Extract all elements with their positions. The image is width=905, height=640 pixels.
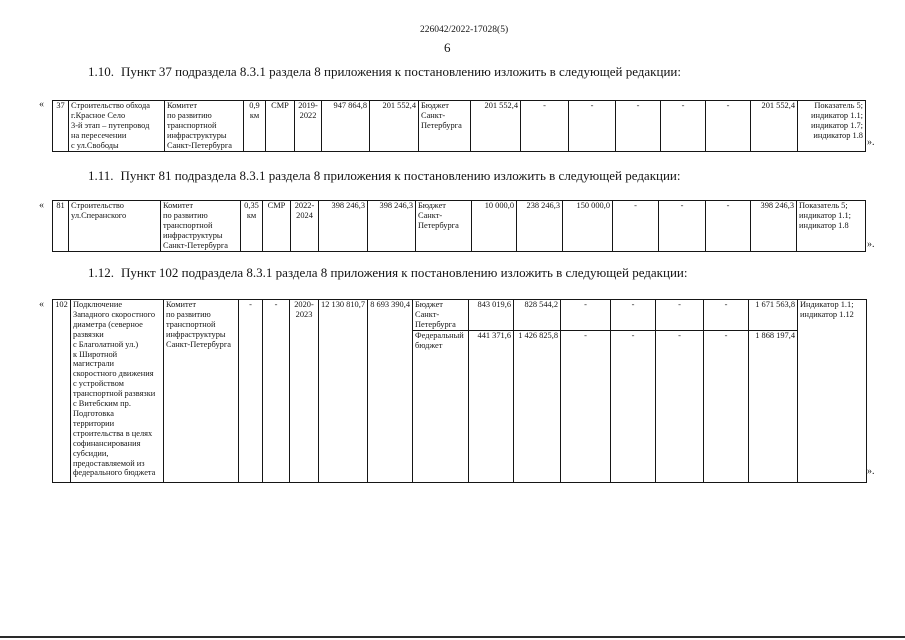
- responsible-cell: Комитет по развитию транспортной инфраструктуры Санкт-Петербурга: [161, 201, 241, 252]
- year-4-amount-cell: -: [611, 330, 656, 482]
- year-3-amount-cell: -: [561, 300, 611, 331]
- work-type-cell: -: [263, 300, 290, 483]
- year-4-amount-cell: -: [611, 300, 656, 331]
- program-item-table: [52, 100, 866, 152]
- funding-source-cell: Бюджет Санкт- Петербурга: [413, 300, 469, 331]
- table-row: [53, 101, 866, 152]
- item-number-cell: 81: [53, 201, 69, 252]
- document-registration-number: 226042/2022-17028(5): [420, 25, 509, 35]
- estimated-cost-cell: 12 130 810,7: [319, 300, 368, 483]
- program-amount-cell: 201 552,4: [370, 101, 419, 152]
- indicators-cell: Показатель 5; индикатор 1.1; индикатор 1.7; индикатор 1.8: [798, 101, 866, 152]
- capacity-cell: 0,35 км: [241, 201, 263, 252]
- closing-quote: ».: [867, 137, 875, 148]
- year-4-amount-cell: -: [616, 101, 661, 152]
- year-1-amount-cell: 441 371,6: [469, 330, 514, 482]
- section-number: 1.11.: [88, 168, 114, 183]
- program-item-table: [52, 200, 866, 252]
- indicators-cell: Индикатор 1.1; индикатор 1.12: [798, 300, 867, 483]
- year-6-amount-cell: -: [706, 201, 751, 252]
- opening-quote: «: [39, 299, 44, 310]
- program-amount-cell: 8 693 390,4: [368, 300, 413, 483]
- capacity-cell: 0,9 км: [244, 101, 266, 152]
- estimated-cost-cell: 947 864,8: [322, 101, 370, 152]
- period-cell: 2022- 2024: [291, 201, 319, 252]
- estimated-cost-cell: 398 246,3: [319, 201, 368, 252]
- object-name-cell: Строительство ул.Сперанского: [69, 201, 161, 252]
- indicators-cell: Показатель 5; индикатор 1.1; индикатор 1.8: [797, 201, 866, 252]
- section-heading: [88, 168, 681, 184]
- year-3-amount-cell: -: [569, 101, 616, 152]
- responsible-cell: Комитет по развитию транспортной инфраструктуры Санкт-Петербурга: [165, 101, 244, 152]
- year-5-amount-cell: -: [661, 101, 706, 152]
- year-6-amount-cell: -: [704, 300, 749, 331]
- object-name-cell: Строительство обхода г.Красное Село 3-й этап – путепровод на пересечении с ул.Свободы: [69, 101, 165, 152]
- responsible-cell: Комитет по развитию транспортной инфраструктуры Санкт-Петербурга: [164, 300, 239, 483]
- period-cell: 2020- 2023: [290, 300, 319, 483]
- funding-total-cell: 398 246,3: [751, 201, 797, 252]
- work-type-cell: СМР: [263, 201, 291, 252]
- capacity-cell: -: [239, 300, 263, 483]
- page-number: 6: [444, 40, 451, 55]
- table-row: [53, 201, 866, 252]
- program-amount-cell: 398 246,3: [368, 201, 416, 252]
- year-1-amount-cell: 10 000,0: [472, 201, 517, 252]
- year-4-amount-cell: -: [613, 201, 659, 252]
- opening-quote: «: [39, 99, 44, 110]
- funding-source-cell: Бюджет Санкт- Петербурга: [419, 101, 471, 152]
- funding-source-cell: Бюджет Санкт- Петербурга: [416, 201, 472, 252]
- year-5-amount-cell: -: [659, 201, 706, 252]
- period-cell: 2019- 2022: [295, 101, 322, 152]
- section-heading-text: Пункт 102 подраздела 8.3.1 раздела 8 приложения к постановлению изложить в следующей редакции:: [121, 265, 688, 280]
- year-2-amount-cell: -: [521, 101, 569, 152]
- year-6-amount-cell: -: [704, 330, 749, 482]
- section-number: 1.12.: [88, 265, 114, 280]
- page-bottom-edge: [0, 636, 905, 638]
- year-5-amount-cell: -: [656, 330, 704, 482]
- section-heading-text: Пункт 81 подраздела 8.3.1 раздела 8 приложения к постановлению изложить в следующей редакции:: [120, 168, 681, 183]
- year-3-amount-cell: -: [561, 330, 611, 482]
- year-6-amount-cell: -: [706, 101, 751, 152]
- funding-total-cell: 201 552,4: [751, 101, 798, 152]
- program-item-table: [52, 299, 867, 483]
- work-type-cell: СМР: [266, 101, 295, 152]
- closing-quote: ».: [867, 239, 875, 250]
- closing-quote: ».: [867, 466, 875, 477]
- year-2-amount-cell: 1 426 825,8: [514, 330, 561, 482]
- opening-quote: «: [39, 200, 44, 211]
- section-heading: [88, 64, 681, 80]
- section-heading: [88, 265, 687, 281]
- year-1-amount-cell: 843 019,6: [469, 300, 514, 331]
- table-row: [53, 300, 867, 331]
- year-2-amount-cell: 238 246,3: [517, 201, 563, 252]
- year-1-amount-cell: 201 552,4: [471, 101, 521, 152]
- funding-total-cell: 1 868 197,4: [749, 330, 798, 482]
- funding-source-cell: Федеральный бюджет: [413, 330, 469, 482]
- object-name-cell: Подключение Западного скоростного диаметра (северное развязки с Благолатной ул.) к Широтной магистрали скоростного движения с устройством транспортной развязки с Витебским пр. Подготовка территории строительства в целях софинансирования субсидии, предоставляемой из федерального бюджета: [71, 300, 164, 483]
- item-number-cell: 102: [53, 300, 71, 483]
- item-number-cell: 37: [53, 101, 69, 152]
- year-5-amount-cell: -: [656, 300, 704, 331]
- year-3-amount-cell: 150 000,0: [563, 201, 613, 252]
- year-2-amount-cell: 828 544,2: [514, 300, 561, 331]
- section-heading-text: Пункт 37 подраздела 8.3.1 раздела 8 приложения к постановлению изложить в следующей редакции:: [121, 64, 681, 79]
- section-number: 1.10.: [88, 64, 114, 79]
- funding-total-cell: 1 671 563,8: [749, 300, 798, 331]
